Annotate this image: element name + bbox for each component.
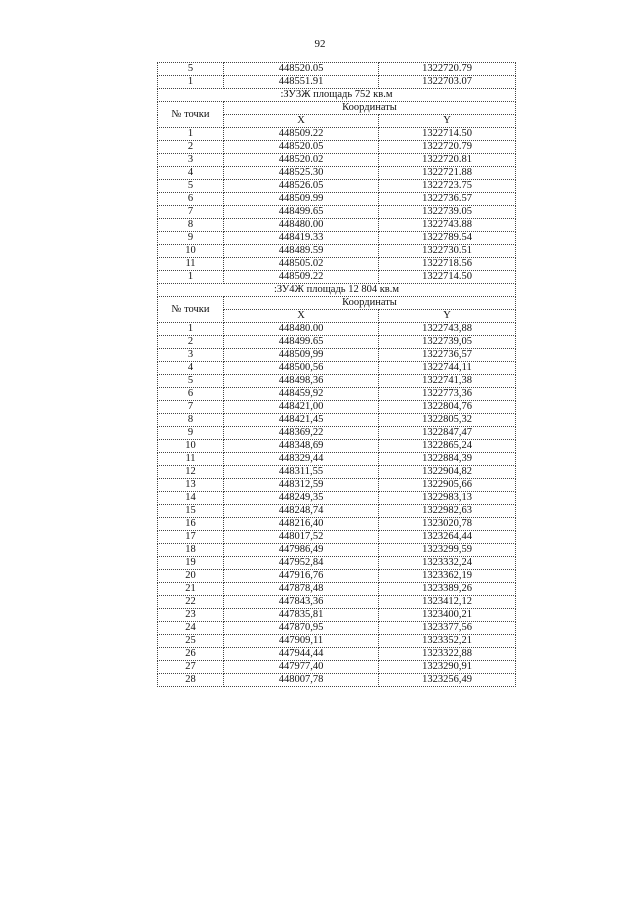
x-coordinate-cell: 448459,92 xyxy=(224,388,379,401)
point-number-cell: 9 xyxy=(158,427,224,440)
y-coordinate-cell: 1322720.79 xyxy=(379,141,516,154)
x-header: X xyxy=(224,115,379,128)
point-number-cell: 1 xyxy=(158,76,224,89)
x-coordinate-cell: 448520.05 xyxy=(224,63,379,76)
y-coordinate-cell: 1322739,05 xyxy=(379,336,516,349)
point-number-cell: 27 xyxy=(158,661,224,674)
x-coordinate-cell: 448499.65 xyxy=(224,336,379,349)
x-coordinate-cell: 447878,48 xyxy=(224,583,379,596)
point-number-cell: 12 xyxy=(158,466,224,479)
x-coordinate-cell: 448017,52 xyxy=(224,531,379,544)
point-number-cell: 21 xyxy=(158,583,224,596)
x-coordinate-cell: 447916,76 xyxy=(224,570,379,583)
point-number-cell: 2 xyxy=(158,336,224,349)
x-coordinate-cell: 448551.91 xyxy=(224,76,379,89)
table-row xyxy=(158,258,516,271)
y-coordinate-cell: 1322720.79 xyxy=(379,63,516,76)
y-coordinate-cell: 1322741,38 xyxy=(379,375,516,388)
x-coordinate-cell: 448526.05 xyxy=(224,180,379,193)
x-coordinate-cell: 448369,22 xyxy=(224,427,379,440)
x-coordinate-cell: 448248,74 xyxy=(224,505,379,518)
y-coordinate-cell: 1322983,13 xyxy=(379,492,516,505)
table-row xyxy=(158,128,516,141)
table-row xyxy=(158,180,516,193)
table-row xyxy=(158,414,516,427)
section-title: :ЗУ3Ж площадь 752 кв.м xyxy=(158,89,516,102)
y-coordinate-cell: 1322714.50 xyxy=(379,271,516,284)
y-coordinate-cell: 1323412,12 xyxy=(379,596,516,609)
x-coordinate-cell: 447952,84 xyxy=(224,557,379,570)
y-coordinate-cell: 1322805,32 xyxy=(379,414,516,427)
x-coordinate-cell: 448500,56 xyxy=(224,362,379,375)
point-number-cell: 28 xyxy=(158,674,224,687)
table-row xyxy=(158,570,516,583)
y-header: Y xyxy=(379,115,516,128)
point-number-cell: 18 xyxy=(158,544,224,557)
table-row xyxy=(158,492,516,505)
point-number-cell: 20 xyxy=(158,570,224,583)
y-coordinate-cell: 1323332,24 xyxy=(379,557,516,570)
point-number-cell: 10 xyxy=(158,440,224,453)
point-number-header: № точки xyxy=(158,297,224,323)
y-coordinate-cell: 1323362,19 xyxy=(379,570,516,583)
x-coordinate-cell: 447986,49 xyxy=(224,544,379,557)
point-number-cell: 9 xyxy=(158,232,224,245)
x-coordinate-cell: 448329,44 xyxy=(224,453,379,466)
x-coordinate-cell: 448509.22 xyxy=(224,271,379,284)
x-header: X xyxy=(224,310,379,323)
point-number-cell: 8 xyxy=(158,219,224,232)
table-row xyxy=(158,167,516,180)
header-row xyxy=(158,102,516,115)
y-coordinate-cell: 1322723.75 xyxy=(379,180,516,193)
table-row xyxy=(158,141,516,154)
x-coordinate-cell: 448480.00 xyxy=(224,219,379,232)
y-coordinate-cell: 1322884,39 xyxy=(379,453,516,466)
point-number-cell: 26 xyxy=(158,648,224,661)
x-coordinate-cell: 447835,81 xyxy=(224,609,379,622)
table-row xyxy=(158,206,516,219)
table-row xyxy=(158,232,516,245)
point-number-cell: 23 xyxy=(158,609,224,622)
table-row xyxy=(158,661,516,674)
table-row xyxy=(158,401,516,414)
table-row xyxy=(158,674,516,687)
x-coordinate-cell: 447843,36 xyxy=(224,596,379,609)
y-coordinate-cell: 1323400,21 xyxy=(379,609,516,622)
y-coordinate-cell: 1322847,47 xyxy=(379,427,516,440)
table-row xyxy=(158,648,516,661)
y-coordinate-cell: 1323322,88 xyxy=(379,648,516,661)
table-row xyxy=(158,349,516,362)
table-row xyxy=(158,219,516,232)
point-number-cell: 19 xyxy=(158,557,224,570)
table-row xyxy=(158,440,516,453)
table-row xyxy=(158,596,516,609)
y-coordinate-cell: 1322739.05 xyxy=(379,206,516,219)
x-coordinate-cell: 448348,69 xyxy=(224,440,379,453)
point-number-cell: 10 xyxy=(158,245,224,258)
x-coordinate-cell: 448249,35 xyxy=(224,492,379,505)
x-coordinate-cell: 448480.00 xyxy=(224,323,379,336)
y-coordinate-cell: 1322905,66 xyxy=(379,479,516,492)
table-row xyxy=(158,323,516,336)
x-coordinate-cell: 448216,40 xyxy=(224,518,379,531)
y-coordinate-cell: 1322904,82 xyxy=(379,466,516,479)
y-coordinate-cell: 1322865,24 xyxy=(379,440,516,453)
y-coordinate-cell: 1322714.50 xyxy=(379,128,516,141)
table-row xyxy=(158,427,516,440)
table-row xyxy=(158,63,516,76)
point-number-cell: 5 xyxy=(158,63,224,76)
table-row xyxy=(158,271,516,284)
point-number-cell: 3 xyxy=(158,349,224,362)
table-row xyxy=(158,76,516,89)
y-header: Y xyxy=(379,310,516,323)
table-row xyxy=(158,505,516,518)
x-coordinate-cell: 448520.05 xyxy=(224,141,379,154)
point-number-cell: 16 xyxy=(158,518,224,531)
x-coordinate-cell: 447870,95 xyxy=(224,622,379,635)
table-row xyxy=(158,583,516,596)
x-coordinate-cell: 448520.02 xyxy=(224,154,379,167)
y-coordinate-cell: 1323290,91 xyxy=(379,661,516,674)
table-row xyxy=(158,479,516,492)
coordinates-header: Координаты xyxy=(224,102,516,115)
point-number-header: № точки xyxy=(158,102,224,128)
point-number-cell: 5 xyxy=(158,375,224,388)
y-coordinate-cell: 1322982,63 xyxy=(379,505,516,518)
point-number-cell: 11 xyxy=(158,453,224,466)
x-coordinate-cell: 448007,78 xyxy=(224,674,379,687)
point-number-cell: 22 xyxy=(158,596,224,609)
coordinates-table xyxy=(157,62,516,687)
point-number-cell: 11 xyxy=(158,258,224,271)
x-coordinate-cell: 447977,40 xyxy=(224,661,379,674)
table-row xyxy=(158,466,516,479)
point-number-cell: 1 xyxy=(158,271,224,284)
point-number-cell: 8 xyxy=(158,414,224,427)
header-row xyxy=(158,297,516,310)
y-coordinate-cell: 1322736.57 xyxy=(379,193,516,206)
x-coordinate-cell: 447944,44 xyxy=(224,648,379,661)
coordinates-header: Координаты xyxy=(224,297,516,310)
point-number-cell: 1 xyxy=(158,128,224,141)
page-number: 92 xyxy=(314,38,326,50)
point-number-cell: 4 xyxy=(158,167,224,180)
y-coordinate-cell: 1322703.07 xyxy=(379,76,516,89)
point-number-cell: 5 xyxy=(158,180,224,193)
y-coordinate-cell: 1322743,88 xyxy=(379,323,516,336)
point-number-cell: 3 xyxy=(158,154,224,167)
x-coordinate-cell: 448421,00 xyxy=(224,401,379,414)
y-coordinate-cell: 1322804,76 xyxy=(379,401,516,414)
y-coordinate-cell: 1322736,57 xyxy=(379,349,516,362)
y-coordinate-cell: 1322773,36 xyxy=(379,388,516,401)
x-coordinate-cell: 448419.33 xyxy=(224,232,379,245)
point-number-cell: 14 xyxy=(158,492,224,505)
y-coordinate-cell: 1323020,78 xyxy=(379,518,516,531)
y-coordinate-cell: 1323389,26 xyxy=(379,583,516,596)
point-number-cell: 4 xyxy=(158,362,224,375)
y-coordinate-cell: 1323256,49 xyxy=(379,674,516,687)
y-coordinate-cell: 1322720.81 xyxy=(379,154,516,167)
point-number-cell: 13 xyxy=(158,479,224,492)
y-coordinate-cell: 1322721.88 xyxy=(379,167,516,180)
section-title: :ЗУ4Ж площадь 12 804 кв.м xyxy=(158,284,516,297)
x-coordinate-cell: 448499.65 xyxy=(224,206,379,219)
table-row xyxy=(158,362,516,375)
point-number-cell: 6 xyxy=(158,193,224,206)
y-coordinate-cell: 1323299,59 xyxy=(379,544,516,557)
table-row xyxy=(158,531,516,544)
section-title-row xyxy=(158,89,516,102)
x-coordinate-cell: 447909,11 xyxy=(224,635,379,648)
point-number-cell: 7 xyxy=(158,401,224,414)
table-row xyxy=(158,245,516,258)
x-coordinate-cell: 448505.02 xyxy=(224,258,379,271)
x-coordinate-cell: 448509.22 xyxy=(224,128,379,141)
table-row xyxy=(158,193,516,206)
point-number-cell: 15 xyxy=(158,505,224,518)
table-row xyxy=(158,453,516,466)
table-row xyxy=(158,375,516,388)
table-row xyxy=(158,388,516,401)
point-number-cell: 7 xyxy=(158,206,224,219)
table-row xyxy=(158,336,516,349)
y-coordinate-cell: 1322744,11 xyxy=(379,362,516,375)
y-coordinate-cell: 1323352,21 xyxy=(379,635,516,648)
table-row xyxy=(158,544,516,557)
table-row xyxy=(158,154,516,167)
point-number-cell: 1 xyxy=(158,323,224,336)
table-row xyxy=(158,609,516,622)
section-title-row xyxy=(158,284,516,297)
x-coordinate-cell: 448509.99 xyxy=(224,193,379,206)
x-coordinate-cell: 448489.59 xyxy=(224,245,379,258)
point-number-cell: 24 xyxy=(158,622,224,635)
table-row xyxy=(158,635,516,648)
point-number-cell: 2 xyxy=(158,141,224,154)
x-coordinate-cell: 448311,55 xyxy=(224,466,379,479)
point-number-cell: 25 xyxy=(158,635,224,648)
y-coordinate-cell: 1322789.54 xyxy=(379,232,516,245)
y-coordinate-cell: 1322730.51 xyxy=(379,245,516,258)
table-row xyxy=(158,557,516,570)
point-number-cell: 6 xyxy=(158,388,224,401)
x-coordinate-cell: 448509,99 xyxy=(224,349,379,362)
y-coordinate-cell: 1323264,44 xyxy=(379,531,516,544)
x-coordinate-cell: 448498,36 xyxy=(224,375,379,388)
y-coordinate-cell: 1322718.56 xyxy=(379,258,516,271)
table-row xyxy=(158,622,516,635)
y-coordinate-cell: 1322743.88 xyxy=(379,219,516,232)
point-number-cell: 17 xyxy=(158,531,224,544)
x-coordinate-cell: 448421,45 xyxy=(224,414,379,427)
x-coordinate-cell: 448525.30 xyxy=(224,167,379,180)
y-coordinate-cell: 1323377,56 xyxy=(379,622,516,635)
x-coordinate-cell: 448312,59 xyxy=(224,479,379,492)
table-row xyxy=(158,518,516,531)
